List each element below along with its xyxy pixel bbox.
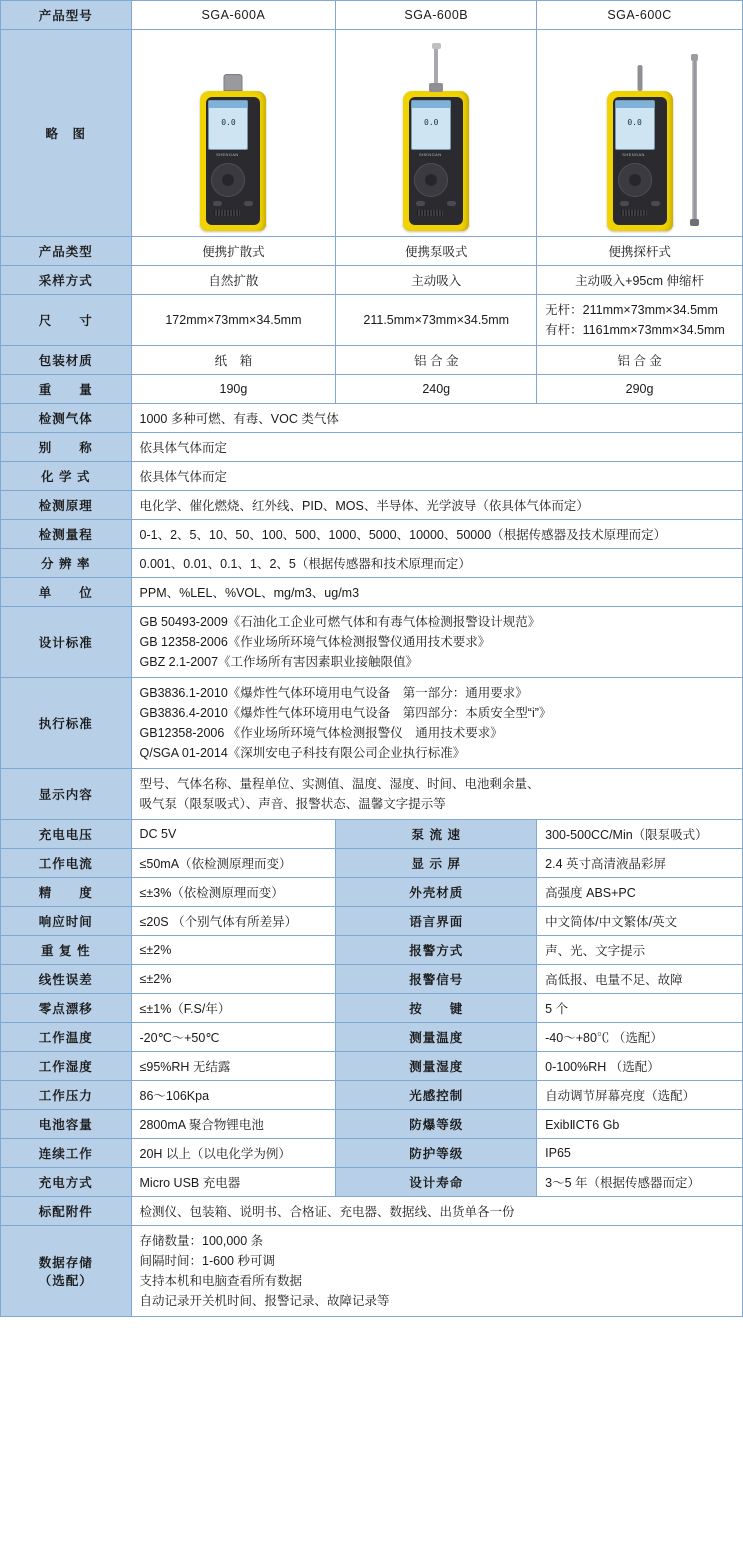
table-row-accessories [1,1197,743,1226]
table-row-zero-drift [1,994,743,1023]
range-value: 0-1、2、5、10、50、100、500、1000、5000、10000、50000（根据传感器及技术原理而定） [131,520,742,549]
row-label-accessories: 标配附件 [1,1197,132,1226]
resolution-value: 0.001、0.01、0.1、1、2、5（根据传感器和技术原理而定） [131,549,742,578]
table-row-accuracy [1,878,743,907]
zero-drift-value: ≤±1%（F.S/年） [131,994,336,1023]
row-label-packaging: 包装材质 [1,346,132,375]
table-row-working-temp [1,1023,743,1052]
row-label-continuous-work: 连续工作 [1,1139,132,1168]
table-row-model [1,1,743,30]
row-label-resolution: 分 辨 率 [1,549,132,578]
row-label-accuracy: 精 度 [1,878,132,907]
alias-value: 依具体气体而定 [131,433,742,462]
table-row-charge-voltage [1,820,743,849]
working-humidity-value: ≤95%RH 无结露 [131,1052,336,1081]
alarm-mode-value: 声、光、文字提示 [537,936,743,965]
display-screen-value: 2.4 英寸高清液晶彩屏 [537,849,743,878]
table-row-weight [1,375,743,404]
row-label-range: 检测量程 [1,520,132,549]
row-label-weight: 重 量 [1,375,132,404]
table-row-product-type [1,237,743,266]
data-storage-line2: 间隔时间：1-600 秒可调 [139,1254,275,1268]
table-row-sampling [1,266,743,295]
exec-standard-line1: GB3836.1-2010《爆炸性气体环境用电气设备 第一部分：通用要求》 [139,686,528,700]
row-label-display-screen: 显 示 屏 [336,849,537,878]
row-label-linearity: 线性误差 [1,965,132,994]
row-label-ex-rating: 防爆等级 [336,1110,537,1139]
packaging-b: 铝 合 金 [336,346,537,375]
row-label-design-life: 设计寿命 [336,1168,537,1197]
dimensions-c [537,295,743,346]
row-label-repeatability: 重 复 性 [1,936,132,965]
table-row-range [1,520,743,549]
model-c: SGA-600C [537,1,743,30]
charge-voltage-value: DC 5V [131,820,336,849]
table-row-resolution [1,549,743,578]
design-standard-value [131,607,742,678]
data-storage-label-line2: （选配） [38,1274,93,1288]
brand-text-b: SHENGAN [418,152,442,157]
table-row-display-content [1,769,743,820]
continuous-work-value: 20H 以上（以电化学为例） [131,1139,336,1168]
row-label-alias: 别 称 [1,433,132,462]
ip-rating-value: IP65 [537,1139,743,1168]
row-label-exec-standard: 执行标准 [1,678,132,769]
table-row-linearity [1,965,743,994]
sampling-c: 主动吸入+95cm 伸缩杆 [537,266,743,295]
row-label-product-type: 产品类型 [1,237,132,266]
linearity-value: ≤±2% [131,965,336,994]
row-label-shell-material: 外壳材质 [336,878,537,907]
weight-b: 240g [336,375,537,404]
device-screen-b [411,100,451,150]
ex-rating-value: ExibⅡCT6 Gb [537,1110,743,1139]
design-standard-line3: GBZ 2.1-2007《工作场所有害因素职业接触限值》 [139,655,419,669]
screen-reading-a: 0.0 [221,118,236,127]
row-label-battery-capacity: 电池容量 [1,1110,132,1139]
language-value: 中文简体/中文繁体/英文 [537,907,743,936]
table-row-response-time [1,907,743,936]
row-label-alarm-signal: 报警信号 [336,965,537,994]
speaker-grill-icon-b [417,210,443,216]
button-left-icon-b [416,201,425,206]
working-current-value: ≤50mA（依检测原理而变） [131,849,336,878]
table-row-formula [1,462,743,491]
table-row-alias [1,433,743,462]
unit-value: PPM、%LEL、%VOL、mg/m3、ug/m3 [131,578,742,607]
row-label-dimensions: 尺 寸 [1,295,132,346]
device-image-c [537,30,743,237]
exec-standard-line2: GB3836.4-2010《爆炸性气体环境用电气设备 第四部分：本质安全型“i”》 [139,706,552,720]
table-row-diagram [1,30,743,237]
row-label-detect-gas: 检测气体 [1,404,132,433]
table-row-unit [1,578,743,607]
brand-text-c: SHENGAN [622,152,645,157]
table-row-continuous-work [1,1139,743,1168]
button-left-icon-a [213,201,222,206]
row-label-display-content: 显示内容 [1,769,132,820]
table-row-working-humidity [1,1052,743,1081]
sensor-cap-icon [224,74,243,91]
table-row-exec-standard [1,678,743,769]
table-row-charge-method [1,1168,743,1197]
charge-method-value: Micro USB 充电器 [131,1168,336,1197]
button-left-icon-c [620,201,629,206]
packaging-a: 纸 箱 [131,346,336,375]
button-right-icon-b [447,201,456,206]
formula-value: 依具体气体而定 [131,462,742,491]
device-image-b [336,30,537,237]
response-time-value: ≤20S （个别气体有所差异） [131,907,336,936]
model-a: SGA-600A [131,1,336,30]
data-storage-line3: 支持本机和电脑查看所有数据 [139,1274,303,1288]
shell-material-value: 高强度 ABS+PC [537,878,743,907]
dimensions-a: 172mm×73mm×34.5mm [131,295,336,346]
model-b: SGA-600B [336,1,537,30]
row-label-keys: 按 键 [336,994,537,1023]
row-label-language: 语言界面 [336,907,537,936]
row-label-response-time: 响应时间 [1,907,132,936]
dimensions-c-line1: 无杆：211mm×73mm×34.5mm [545,303,718,317]
row-label-charge-method: 充电方式 [1,1168,132,1197]
accuracy-value: ≤±3%（依检测原理而变） [131,878,336,907]
dimensions-c-line2: 有杆：1161mm×73mm×34.5mm [545,323,725,337]
pump-flow-value: 300-500CC/Min（限泵吸式） [537,820,743,849]
product-type-c: 便携探杆式 [537,237,743,266]
row-label-measure-humidity: 测量湿度 [336,1052,537,1081]
weight-a: 190g [131,375,336,404]
exec-standard-value [131,678,742,769]
measure-temp-value: -40～+80℃ （选配） [537,1023,743,1052]
row-label-light-control: 光感控制 [336,1081,537,1110]
accessories-value: 检测仪、包装箱、说明书、合格证、充电器、数据线、出货单各一份 [131,1197,742,1226]
row-label-pump-flow: 泵 流 速 [336,820,537,849]
keypad-icon-c [618,163,652,197]
sampling-a: 自然扩散 [131,266,336,295]
row-label-sampling: 采样方式 [1,266,132,295]
table-row-battery-capacity [1,1110,743,1139]
measure-humidity-value: 0-100%RH （选配） [537,1052,743,1081]
device-screen-c [615,100,655,150]
row-label-design-standard: 设计标准 [1,607,132,678]
battery-capacity-value: 2800mA 聚合物锂电池 [131,1110,336,1139]
inlet-port-icon [637,65,642,91]
row-label-alarm-mode: 报警方式 [336,936,537,965]
repeatability-value: ≤±2% [131,936,336,965]
table-row-principle [1,491,743,520]
table-row-data-storage [1,1226,743,1317]
data-storage-line1: 存储数量：100,000 条 [139,1234,264,1248]
keypad-icon-b [414,163,448,197]
table-row-repeatability [1,936,743,965]
product-type-b: 便携泵吸式 [336,237,537,266]
device-body-c [607,91,673,231]
row-label-formula: 化 学 式 [1,462,132,491]
row-label-data-storage [1,1226,132,1317]
table-row-working-pressure [1,1081,743,1110]
row-label-working-humidity: 工作湿度 [1,1052,132,1081]
design-standard-line2: GB 12358-2006《作业场所环境气体检测报警仪通用技术要求》 [139,635,491,649]
display-content-value [131,769,742,820]
speaker-grill-icon-c [621,210,647,216]
detect-gas-value: 1000 多种可燃、有毒、VOC 类气体 [131,404,742,433]
product-type-a: 便携扩散式 [131,237,336,266]
speaker-grill-icon-a [214,210,240,216]
exec-standard-line3: GB12358-2006 《作业场所环境气体检测报警仪 通用技术要求》 [139,726,503,740]
exec-standard-line4: Q/SGA 01-2014《深圳安电子科技有限公司企业执行标准》 [139,746,466,760]
telescopic-probe-icon [692,59,697,223]
row-label-ip-rating: 防护等级 [336,1139,537,1168]
alarm-signal-value: 高低报、电量不足、故障 [537,965,743,994]
row-label-working-pressure: 工作压力 [1,1081,132,1110]
table-row-working-current [1,849,743,878]
row-label-principle: 检测原理 [1,491,132,520]
sampling-b: 主动吸入 [336,266,537,295]
row-label-working-current: 工作电流 [1,849,132,878]
row-label-unit: 单 位 [1,578,132,607]
weight-c: 290g [537,375,743,404]
principle-value: 电化学、催化燃烧、红外线、PID、MOS、半导体、光学波导（依具体气体而定） [131,491,742,520]
row-label-diagram: 略 图 [1,30,132,237]
design-standard-line1: GB 50493-2009《石油化工企业可燃气体和有毒气体检测报警设计规范》 [139,615,541,629]
screen-reading-c: 0.0 [627,118,642,127]
row-label-charge-voltage: 充电电压 [1,820,132,849]
data-storage-value [131,1226,742,1317]
device-image-a [131,30,336,237]
data-storage-line4: 自动记录开关机时间、报警记录、故障记录等 [139,1294,390,1308]
row-label-working-temp: 工作温度 [1,1023,132,1052]
table-row-packaging [1,346,743,375]
screen-reading-b: 0.0 [424,118,439,127]
keys-value: 5 个 [537,994,743,1023]
light-control-value: 自动调节屏幕亮度（选配） [537,1081,743,1110]
row-label-zero-drift: 零点漂移 [1,994,132,1023]
display-content-line1: 型号、气体名称、量程单位、实测值、温度、湿度、时间、电池剩余量、 [139,777,540,791]
dimensions-b: 211.5mm×73mm×34.5mm [336,295,537,346]
table-row-design-standard [1,607,743,678]
working-temp-value: -20℃～+50℃ [131,1023,336,1052]
device-body-a [200,91,266,231]
working-pressure-value: 86～106Kpa [131,1081,336,1110]
device-body-b [403,91,469,231]
table-row-dimensions [1,295,743,346]
display-content-line2: 吸气泵（限泵吸式）、声音、报警状态、温馨文字提示等 [139,797,446,811]
data-storage-label-line1: 数据存储 [38,1256,93,1270]
table-row-detect-gas [1,404,743,433]
row-label-model: 产品型号 [1,1,132,30]
button-right-icon-c [651,201,660,206]
button-right-icon-a [244,201,253,206]
design-life-value: 3～5 年（根据传感器而定） [537,1168,743,1197]
device-screen-a [208,100,248,150]
brand-text-a: SHENGAN [216,152,239,157]
pump-inlet-tube-icon [434,47,438,91]
packaging-c: 铝 合 金 [537,346,743,375]
row-label-measure-temp: 测量温度 [336,1023,537,1052]
